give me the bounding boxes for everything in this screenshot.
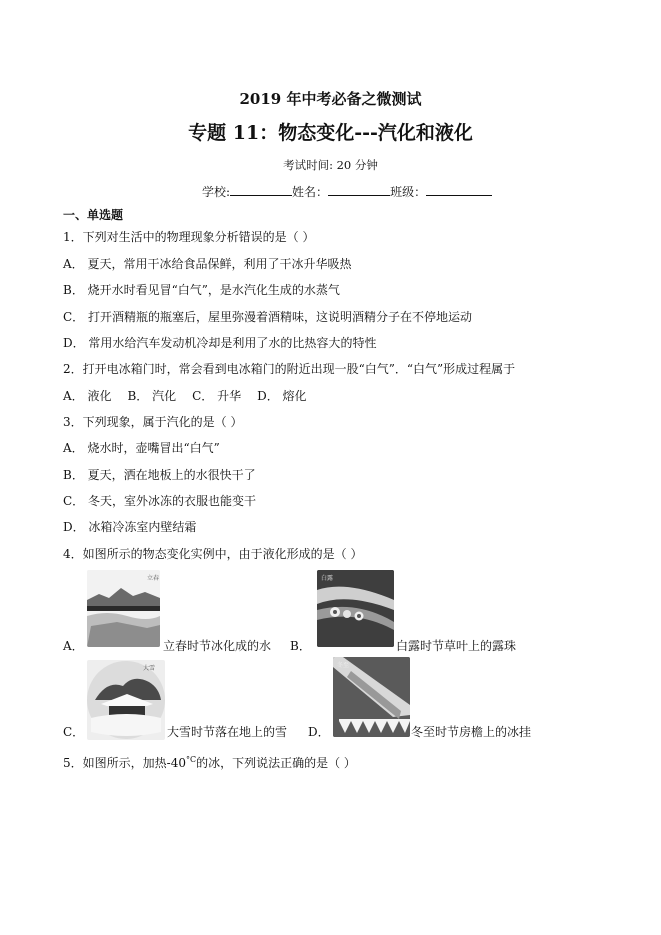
q5-stem	[63, 754, 356, 771]
q5-stem-start: 5．如图所示，加热-40	[63, 756, 186, 770]
svg-text:大雪: 大雪	[143, 665, 156, 672]
icicles-eave-photo	[333, 657, 410, 737]
q2-option-b: B． 汽化	[127, 389, 177, 403]
class-label: 班级：	[390, 185, 427, 199]
school-blank[interactable]	[230, 183, 292, 196]
q1-stem: 1．下列对生活中的物理现象分析错误的是（ ）	[63, 230, 315, 244]
q3-option-d: D． 冰箱冷冻室内壁结霜	[63, 520, 197, 534]
q3-option-c: C． 冬天，室外冰冻的衣服也能变干	[63, 494, 256, 508]
q2-stem: 2．打开电冰箱门时，常会看到电冰箱门的附近出现一股“白气”．“白气”形成过程属于	[63, 362, 516, 376]
q2-options	[63, 387, 323, 404]
school-label: 学校:	[202, 185, 231, 199]
q1-option-c: C． 打开酒精瓶的瓶塞后，屋里弥漫着酒精味，这说明酒精分子在不停地运动	[63, 310, 472, 324]
q4-option-b-caption: 白露时节草叶上的露珠	[396, 639, 517, 653]
q4-option-c-caption: 大雪时节落在地上的雪	[167, 725, 288, 739]
class-blank[interactable]	[426, 183, 492, 196]
section-title: 一、单选题	[63, 208, 124, 222]
q3-option-b: B． 夏天，洒在地板上的水很快干了	[63, 468, 256, 482]
q2-option-a: A． 液化	[63, 389, 112, 403]
q4-option-a-caption: 立春时节冰化成的水	[163, 639, 272, 653]
topic-title: 专题 11：物态变化---汽化和液化	[188, 122, 473, 144]
svg-text:白露: 白露	[321, 575, 334, 582]
q4-option-c-label: C．	[63, 725, 85, 739]
q3-option-a: A． 烧水时，壶嘴冒出“白气”	[63, 441, 220, 455]
q5-degree-unit: °C	[185, 755, 197, 764]
snow-pavilion-photo	[87, 660, 165, 740]
thaw-ice-photo	[87, 570, 160, 647]
q1-option-d: D． 常用水给汽车发动机冷却是利用了水的比热容大的特性	[63, 336, 377, 350]
exam-time: 考试时间: 20 分钟	[283, 158, 378, 172]
q2-option-c: C． 升华	[192, 389, 242, 403]
q4-option-d-label: D．	[308, 725, 330, 739]
svg-text:冬至: 冬至	[337, 662, 350, 669]
q4-option-b-label: B．	[290, 639, 311, 653]
q5-stem-end: 的冰，下列说法正确的是（ ）	[196, 756, 356, 770]
svg-text:立春: 立春	[147, 575, 160, 582]
q4-stem: 4．如图所示的物态变化实例中，由于液化形成的是（ ）	[63, 547, 363, 561]
dew-grass-photo	[317, 570, 394, 647]
q1-option-b: B． 烧开水时看见冒“白气”，是水汽化生成的水蒸气	[63, 283, 340, 297]
exam-series-title: 2019 年中考必备之微测试	[239, 90, 422, 108]
q4-option-d-caption: 冬至时节房檐上的冰挂	[411, 725, 532, 739]
q1-option-a: A． 夏天，常用干冰给食品保鲜，利用了干冰升华吸热	[63, 257, 352, 271]
name-label: 姓名：	[292, 185, 329, 199]
q3-stem: 3．下列现象，属于汽化的是（ ）	[63, 415, 243, 429]
student-info-row	[202, 183, 492, 200]
name-blank[interactable]	[328, 183, 390, 196]
q4-option-a-label: A．	[63, 639, 84, 653]
q2-option-d: D． 熔化	[257, 389, 307, 403]
